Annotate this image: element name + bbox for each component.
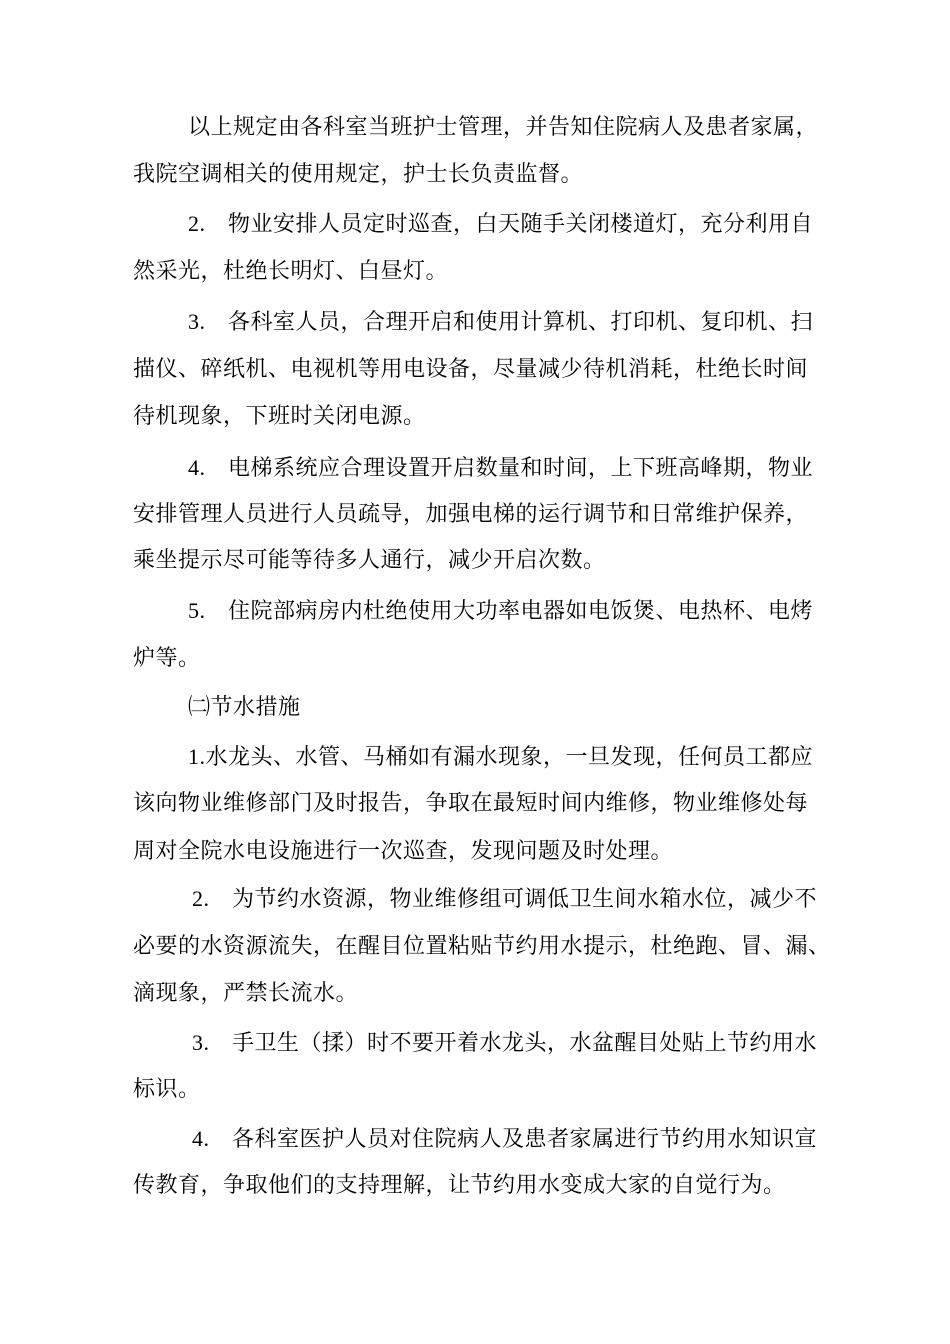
paragraph-line bbox=[133, 790, 808, 818]
text-line: 各科室人员，合理开启和使用计算机、打印机、复印机、扫 bbox=[227, 310, 813, 335]
text-line: 水龙头、水管、马桶如有漏水现象，一旦发现，任何员工都应 bbox=[205, 745, 814, 770]
paragraph-line bbox=[133, 501, 808, 529]
paragraph-line bbox=[188, 210, 813, 239]
item-number: 5. bbox=[188, 598, 206, 623]
text-line: 传教育，争取他们的支持理解，让节约用水变成大家的自觉行为。 bbox=[133, 1173, 786, 1198]
paragraph-line bbox=[133, 1076, 201, 1104]
paragraph-line bbox=[133, 838, 673, 866]
paragraph-line bbox=[133, 403, 426, 431]
item-number: 1. bbox=[188, 744, 206, 769]
paragraph-line bbox=[133, 645, 201, 673]
text-line: 描仪、碎纸机、电视机等用电设备，尽量减少待机消耗，杜绝长时间 bbox=[133, 357, 809, 382]
text-line: 乘坐提示尽可能等待多人通行，减少开启次数。 bbox=[133, 548, 606, 573]
section-heading bbox=[188, 694, 301, 722]
section-heading-text: ㈡节水措施 bbox=[188, 695, 301, 720]
paragraph-line bbox=[188, 743, 813, 772]
item-number: 4. bbox=[188, 455, 206, 480]
text-line: 周对全院水电设施进行一次巡查，发现问题及时处理。 bbox=[133, 839, 674, 864]
text-line: 以上规定由各科室当班护士管理，并告知住院病人及患者家属， bbox=[188, 115, 819, 140]
paragraph-line bbox=[192, 885, 817, 914]
paragraph-line bbox=[192, 1125, 817, 1154]
paragraph-line bbox=[133, 547, 606, 575]
text-line: 待机现象，下班时关闭电源。 bbox=[133, 404, 426, 429]
text-line: 然采光，杜绝长明灯、白昼灯。 bbox=[133, 259, 449, 284]
text-line: 住院部病房内杜绝使用大功率电器如电饭煲、电热杯、电烤 bbox=[227, 599, 813, 624]
paragraph-line bbox=[188, 308, 813, 337]
text-line: 必要的水资源流失，在醒目位置粘贴节约用水提示，杜绝跑、冒、漏、 bbox=[133, 934, 831, 959]
paragraph-line bbox=[133, 258, 448, 286]
paragraph-line bbox=[133, 1172, 786, 1200]
item-number: 3. bbox=[188, 309, 206, 334]
paragraph-line bbox=[188, 454, 813, 483]
text-line: 为节约水资源，物业维修组可调低卫生间水箱水位，减少不 bbox=[231, 887, 817, 912]
text-line: 该向物业维修部门及时报告，争取在最短时间内维修，物业维修处每 bbox=[133, 791, 809, 816]
paragraph-line bbox=[133, 933, 831, 961]
item-number: 3. bbox=[192, 1030, 210, 1055]
paragraph-line bbox=[192, 1029, 817, 1058]
text-line: 各科室医护人员对住院病人及患者家属进行节约用水知识宣 bbox=[231, 1127, 817, 1152]
text-line: 手卫生（揉）时不要开着水龙头，水盆醒目处贴上节约用水 bbox=[231, 1031, 817, 1056]
text-line: 安排管理人员进行人员疏导，加强电梯的运行调节和日常维护保养， bbox=[133, 502, 809, 527]
paragraph-line bbox=[133, 161, 583, 189]
item-number: 2. bbox=[192, 886, 210, 911]
paragraph-line bbox=[188, 597, 813, 626]
text-line: 物业安排人员定时巡查，白天随手关闭楼道灯，充分利用自 bbox=[227, 212, 813, 237]
text-line: 我院空调相关的使用规定，护士长负责监督。 bbox=[133, 162, 584, 187]
paragraph-line bbox=[133, 356, 808, 384]
paragraph-line bbox=[188, 114, 818, 142]
text-line: 炉等。 bbox=[133, 646, 201, 671]
paragraph-line bbox=[133, 980, 358, 1008]
text-line: 标识。 bbox=[133, 1077, 201, 1102]
text-line: 滴现象，严禁长流水。 bbox=[133, 981, 359, 1006]
text-line: 电梯系统应合理设置开启数量和时间，上下班高峰期，物业 bbox=[227, 456, 813, 481]
item-number: 2. bbox=[188, 211, 206, 236]
item-number: 4. bbox=[192, 1126, 210, 1151]
